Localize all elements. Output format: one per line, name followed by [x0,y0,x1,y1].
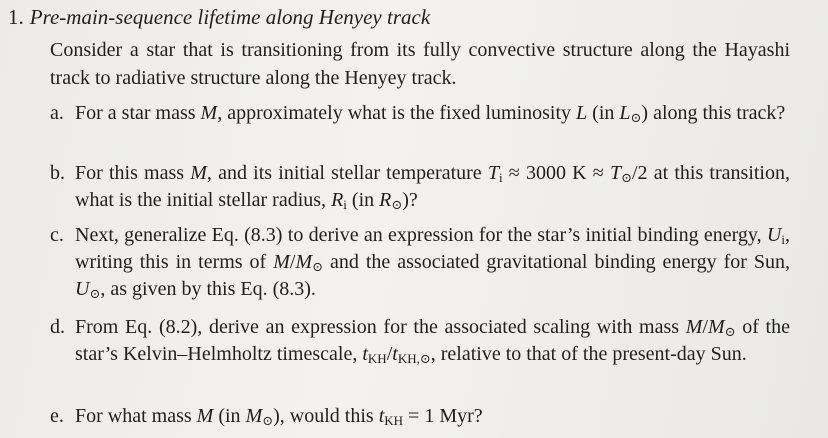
part-b [50,160,790,214]
problem-title-text: Pre-main-sequence lifetime along Henyey track [29,5,431,29]
part-d-label: d. [50,316,65,338]
part-c [50,222,790,303]
problem-title [8,4,430,30]
part-b-label: b. [50,162,65,184]
part-a [50,100,790,127]
problem-intro: Consider a star that is transitioning from its fully convective structure along the Hayashi track to radiative structure along the Henyey track. [50,39,790,89]
part-c-label: c. [50,224,64,246]
part-a-text: For a star mass M, approximately what is the fixed luminosity L (in L⊙) along this track? [75,102,786,125]
part-a-label: a. [50,102,64,124]
part-c-text: Next, generalize Eq. (8.3) to derive an expression for the star’s initial binding energy, $U_i$, writing this in terms of M/M⊙ and the associated gravitational binding energy for Sun, U⊙, as given by this Eq. (8.3). [75,224,790,301]
part-e-text: For what mass M (in M⊙), would this $t_{KH} = 1$ Myr? [75,405,483,428]
part-e [50,403,790,430]
part-d-text: From Eq. (8.2), derive an expression for the associated scaling with mass M/M⊙ of the star’s Kelvin–Helmholtz timescale, $t_{KH}/t_{KH,⊙}$, relative to that of the present-day Sun. [75,316,790,366]
part-e-label: e. [50,405,64,427]
part-b-text: For this mass M, and its initial stellar temperature $T_i \approx 3000$ K ≈ T⊙/2 at this transition, what is the initial stellar radius, $R_i$ (in R⊙)? [75,162,790,212]
part-d [50,314,790,368]
problem-number: 1. [8,5,24,29]
